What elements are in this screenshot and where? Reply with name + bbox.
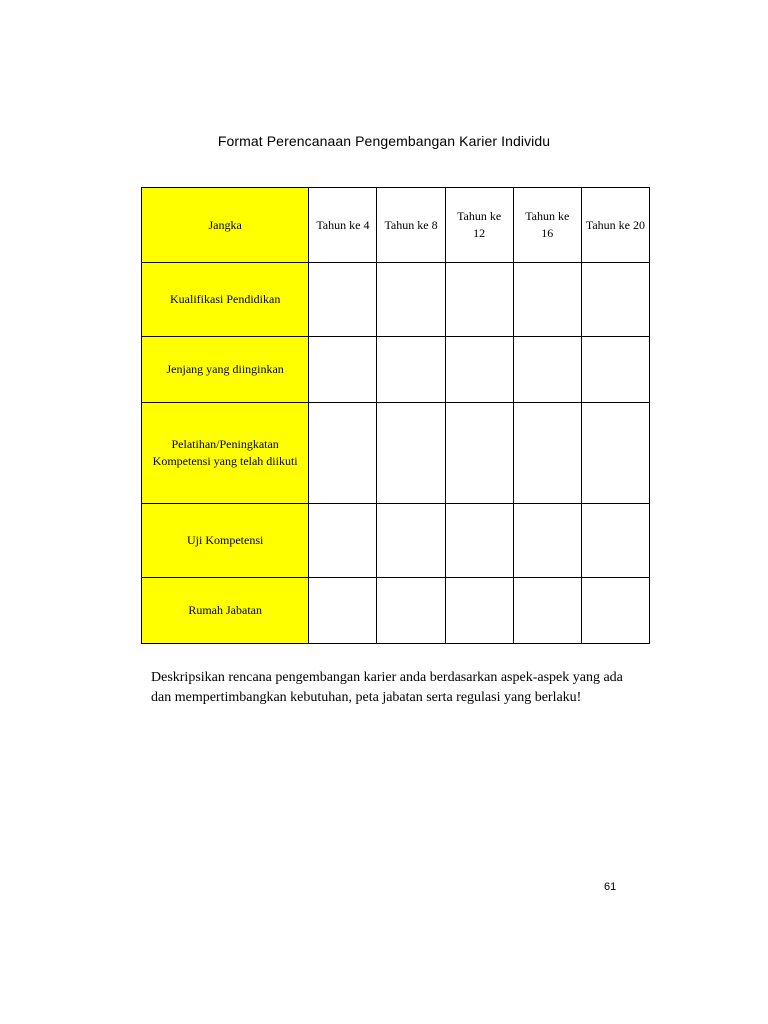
empty-cell bbox=[513, 403, 581, 504]
empty-cell bbox=[309, 578, 377, 644]
row-label-pelatihan: Pelatihan/Peningkatan Kompetensi yang telah diikuti bbox=[142, 403, 309, 504]
table-row bbox=[142, 403, 650, 504]
header-cell-year-4: Tahun ke 4 bbox=[309, 188, 377, 263]
empty-cell bbox=[445, 263, 513, 337]
career-plan-table bbox=[141, 187, 650, 644]
header-cell-year-20: Tahun ke 20 bbox=[581, 188, 649, 263]
empty-cell bbox=[513, 337, 581, 403]
row-label-uji-kompetensi: Uji Kompetensi bbox=[142, 504, 309, 578]
row-label-jenjang: Jenjang yang diinginkan bbox=[142, 337, 309, 403]
header-cell-year-16: Tahun ke 16 bbox=[513, 188, 581, 263]
table-row bbox=[142, 337, 650, 403]
empty-cell bbox=[581, 337, 649, 403]
empty-cell bbox=[513, 263, 581, 337]
empty-cell bbox=[377, 504, 445, 578]
empty-cell bbox=[445, 403, 513, 504]
table-row bbox=[142, 578, 650, 644]
empty-cell bbox=[445, 578, 513, 644]
empty-cell bbox=[309, 504, 377, 578]
row-label-rumah-jabatan: Rumah Jabatan bbox=[142, 578, 309, 644]
table-row bbox=[142, 504, 650, 578]
empty-cell bbox=[377, 578, 445, 644]
empty-cell bbox=[377, 403, 445, 504]
header-cell-year-12: Tahun ke 12 bbox=[445, 188, 513, 263]
empty-cell bbox=[377, 263, 445, 337]
empty-cell bbox=[581, 504, 649, 578]
empty-cell bbox=[581, 578, 649, 644]
page-number: 61 bbox=[604, 881, 617, 893]
header-cell-jangka: Jangka bbox=[142, 188, 309, 263]
empty-cell bbox=[581, 263, 649, 337]
empty-cell bbox=[581, 403, 649, 504]
table-row bbox=[142, 263, 650, 337]
instruction-paragraph: Deskripsikan rencana pengembangan karier anda berdasarkan aspek-aspek yang ada dan mempertimbangkan kebutuhan, peta jabatan serta regulasi yang berlaku! bbox=[151, 670, 623, 705]
empty-cell bbox=[309, 263, 377, 337]
row-label-kualifikasi: Kualifikasi Pendidikan bbox=[142, 263, 309, 337]
empty-cell bbox=[513, 578, 581, 644]
header-cell-year-8: Tahun ke 8 bbox=[377, 188, 445, 263]
table-header-row bbox=[142, 188, 650, 263]
empty-cell bbox=[445, 504, 513, 578]
empty-cell bbox=[377, 337, 445, 403]
empty-cell bbox=[309, 403, 377, 504]
empty-cell bbox=[445, 337, 513, 403]
page-title: Format Perencanaan Pengembangan Karier Individu bbox=[217, 133, 551, 149]
empty-cell bbox=[513, 504, 581, 578]
empty-cell bbox=[309, 337, 377, 403]
